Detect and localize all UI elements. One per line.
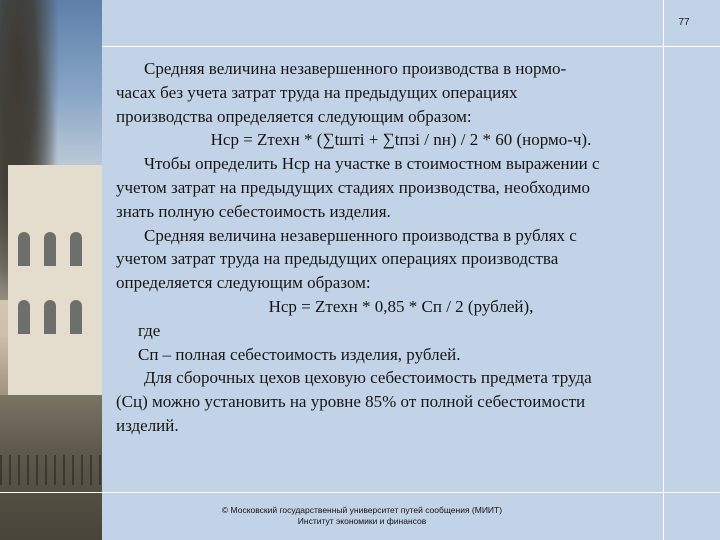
paragraph xyxy=(116,295,686,319)
text-line: (Сц) можно установить на уровне 85% от полной себестоимости xyxy=(116,392,586,412)
window xyxy=(44,300,56,334)
text-line: Средняя величина незавершенного производства в нормо- xyxy=(144,59,567,78)
paragraph xyxy=(116,57,686,128)
paragraph xyxy=(116,319,686,343)
text-line: часах без учета затрат труда на предыдущих операциях xyxy=(116,82,518,102)
building-facade xyxy=(8,165,102,395)
window xyxy=(18,300,30,334)
footer-line-1: © Московский государственный университет путей сообщения (МИИТ) xyxy=(221,505,503,515)
footer xyxy=(102,505,622,527)
text-line: Чтобы определить Нср на участке в стоимостном выражении с xyxy=(144,154,600,174)
text-line: Сп – полная себестоимость изделия, рублей. xyxy=(138,344,461,364)
top-divider xyxy=(102,46,720,47)
building-photo xyxy=(0,0,102,540)
page-number: 77 xyxy=(678,17,690,28)
footer-line-2: Институт экономики и финансов xyxy=(297,516,427,526)
text-line: Для сборочных цехов цеховую себестоимость предмета труда xyxy=(144,368,592,388)
window xyxy=(70,232,82,266)
paragraph xyxy=(116,128,686,152)
window xyxy=(70,300,82,334)
paragraph xyxy=(116,224,686,295)
text-line: определяется следующим образом: xyxy=(116,273,371,293)
fence xyxy=(0,455,102,485)
paragraph xyxy=(116,343,686,367)
window xyxy=(18,232,30,266)
text-line: учетом затрат на предыдущих стадиях производства, необходимо xyxy=(116,177,591,197)
window xyxy=(44,232,56,266)
paragraph xyxy=(116,366,686,437)
bottom-divider xyxy=(0,492,720,493)
text-line: Средняя величина незавершенного производства в рублях с xyxy=(144,225,577,245)
text-line: Нср = Zтехн * (∑tштi + ∑tпзi / nн) / 2 * 60 (нормо-ч). xyxy=(210,130,592,150)
text-line: изделий. xyxy=(116,415,179,435)
text-line: знать полную себестоимость изделия. xyxy=(116,201,391,221)
text-line: производства определяется следующим образом: xyxy=(116,106,472,126)
paragraph xyxy=(116,152,686,223)
text-line: где xyxy=(138,320,161,340)
text-line: учетом затрат труда на предыдущих операциях производства xyxy=(116,249,559,269)
text-line: Нср = Zтехн * 0,85 * Сп / 2 (рублей), xyxy=(268,296,534,316)
slide-body xyxy=(116,57,686,438)
